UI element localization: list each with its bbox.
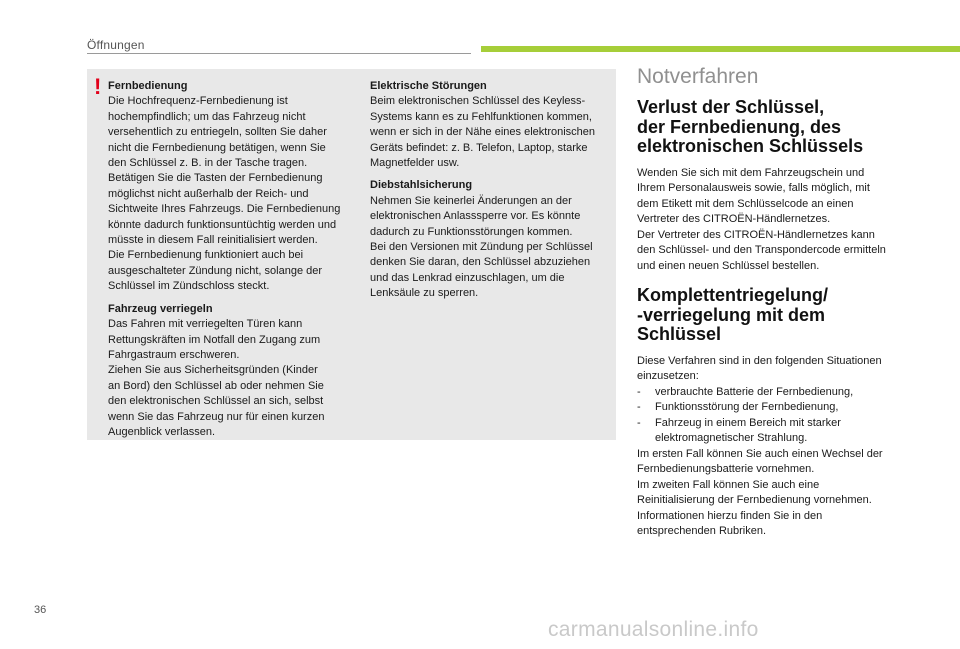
warning-block-text: Das Fahren mit verriegelten Türen kann Rettungskräften im Notfall den Zugang zum Fahrgastraum erschweren. Ziehen Sie aus Sicherheitsgründen (Kinder an Bord) den Schlüssel ab oder nehmen Sie den elektronischen Schlüssel an sich, selbst wenn Sie das Fahrzeug nur für einen kurzen Augenblick verlassen. (108, 318, 325, 438)
warning-block-title: Diebstahlsicherung (370, 179, 473, 192)
section-intro: Diese Verfahren sind in den folgenden Situationen einzusetzen: (637, 354, 882, 382)
header-accent-bar (481, 46, 960, 52)
watermark: carmanualsonline.info (548, 618, 759, 641)
section-outro: Im ersten Fall können Sie auch einen Wechsel der Fernbedienungsbatterie vornehmen. Im zweiten Fall können Sie auch eine Reinitialisierung der Fernbedienung vornehmen. Informationen hierzu finden Sie in den entsprechenden Rubriken. (637, 447, 883, 537)
page-number: 36 (34, 604, 47, 616)
list-item: - Fahrzeug in einem Bereich mit starker elektromagnetischer Strahlung. (637, 416, 905, 447)
situation-list (637, 385, 905, 447)
warning-block-text: Die Hochfrequenz-Fernbedienung ist hochempfindlich; um das Fahrzeug nicht versehentlich zu entriegeln, sollten Sie daher nicht die Fernbedienung betätigen, wenn Sie den Schlüssel z. B. in der Tasche tragen. Betätigen Sie die Tasten der Fernbedienung möglichst nicht außerhalb der Reich- und Sichtweite Ihres Fahrzeugs. Die Fernbedienung könnte dadurch funktionsuntüchtig werden und müsste in diesem Fall reinitialisiert werden. Die Fernbedienung funktioniert auch bei ausgeschalteter Zündung nicht, solange der Schlüssel im Zündschloss steckt. (108, 95, 341, 293)
warning-block (370, 178, 604, 301)
warning-exclamation-icon: ! (94, 74, 102, 99)
section-heading-key-locking: Komplettentriegelung/ -verriegelung mit dem Schlüssel (637, 285, 829, 344)
section-heading-lost-keys: Verlust der Schlüssel, der Fernbedienung, des elektronischen Schlüssels (637, 97, 864, 156)
warning-block (108, 302, 348, 441)
warning-block-title: Fernbedienung (108, 80, 188, 92)
list-item: - Funktionsstörung der Fernbedienung, (637, 400, 905, 416)
warning-block-title: Fahrzeug verriegeln (108, 302, 213, 315)
warning-block (108, 79, 348, 295)
warning-block-title: Elektrische Störungen (370, 80, 487, 92)
warning-column-middle (370, 79, 604, 309)
warning-block-text: Beim elektronischen Schlüssel des Keyless- Systems kann es zu Fehlfunktionen kommen, wenn er sich in der Nähe eines elektronischen Geräts befindet: z. B. Telefon, Laptop, starke Magnetfelder usw. (370, 95, 596, 170)
header-rule (87, 53, 471, 54)
warning-column-left (108, 79, 348, 447)
list-item: - verbrauchte Batterie der Fernbedienung, (637, 385, 905, 401)
right-column (637, 64, 905, 540)
section-tag: Öffnungen (87, 38, 145, 52)
warning-block (370, 79, 604, 171)
page-title: Notverfahren (637, 65, 759, 88)
warning-block-text: Nehmen Sie keinerlei Änderungen an der elektronischen Anlasssperre vor. Es könnte dadurch zu Funktionsstörungen kommen. Bei den Versionen mit Zündung per Schlüssel denken Sie daran, den Schlüssel abzuziehen und das Lenkrad einzuschlagen, um die Lenksäule zu sperren. (370, 194, 593, 300)
section-text-lost-keys: Wenden Sie sich mit dem Fahrzeugschein und Ihrem Personalausweis sowie, falls möglich, mit dem Etikett mit dem Schlüsselcode an einen Vertreter des CITROËN-Händlernetzes. Der Vertreter des CITROËN-Händlernetzes kann den Schlüssel- und den Transpondercode ermitteln und einen neuen Schlüssel bestellen. (637, 166, 886, 272)
